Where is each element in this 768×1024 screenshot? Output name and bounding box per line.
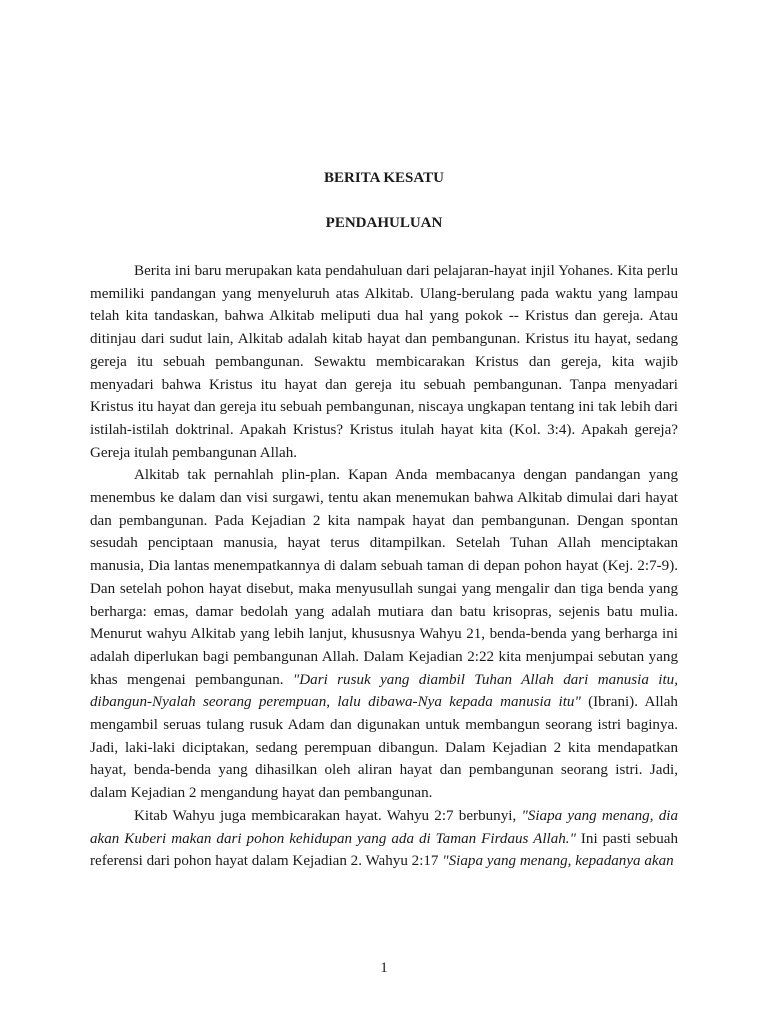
section-title: PENDAHULUAN: [325, 215, 443, 231]
document-page: [90, 0, 678, 1024]
scripture-quote: "Dari rusuk yang diambil Tuhan Allah dari manusia itu, dibangun-Nyalah seorang perempuan, lalu dibawa-Nya kepada manusia itu": [90, 671, 678, 711]
paragraph-text: Alkitab tak pernahlah plin-plan. Kapan Anda membacanya dengan pandangan yang menembus ke dalam dan visi surgawi, tentu akan menemukan bahwa Alkitab dimulai dari hayat dan pembangunan. Pada Kejadian 2 kita nampak hayat dan pembangunan. Dengan spontan sesudah penciptaan manusia, hayat terus ditampilkan. Setelah Tuhan Allah menciptakan manusia, Dia lantas menempatkannya di dalam sebuah taman di depan pohon hayat (Kej. 2:7-9). Dan setelah pohon hayat disebut, maka menyusullah sungai yang mengalir dan tiga benda yang berharga: emas, damar bedolah yang adalah mutiara dan batu krisopras, sejenis batu mulia. Menurut wahyu Alkitab yang lebih lanjut, khususnya Wahyu 21, benda-benda yang berharga ini adalah diperlukan bagi pembangunan Allah. Dalam Kejadian 2:22 kita menjumpai sebutan yang khas mengenai pembangunan.: [90, 467, 678, 688]
chapter-title: BERITA KESATU: [324, 170, 444, 186]
paragraph-text: (Ibrani). Allah mengambil seruas tulang rusuk Adam dan digunakan untuk membangun seorang istri baginya. Jadi, laki-laki diciptakan, sedang perempuan dibangun. Dalam Kejadian 2 kita mendapatkan hayat, benda-benda yang dihasilkan oleh aliran hayat dan pembangunan seorang istri. Jadi, dalam Kejadian 2 mengandung hayat dan pembangunan.: [90, 694, 678, 802]
body-text: [90, 260, 678, 873]
scripture-quote: "Siapa yang menang, dia akan Kuberi makan dari pohon kehidupan yang ada di Taman Firdaus Allah.": [90, 807, 678, 847]
paragraph-text: Kitab Wahyu juga membicarakan hayat. Wahyu 2:7 berbunyi,: [134, 807, 522, 824]
paragraph-3: [90, 805, 678, 873]
paragraph-2: [90, 464, 678, 805]
scripture-quote: "Siapa yang menang, kepadanya akan: [442, 853, 674, 870]
paragraph-1: [90, 260, 678, 464]
paragraph-text: Ini pasti sebuah referensi dari pohon hayat dalam Kejadian 2. Wahyu 2:17: [90, 830, 678, 870]
paragraph-text: Berita ini baru merupakan kata pendahuluan dari pelajaran-hayat injil Yohanes. Kita perlu memiliki pandangan yang menyeluruh atas Alkitab. Ulang-berulang pada waktu yang lampau telah kita tandaskan, bahwa Alkitab meliputi dua hal yang pokok -- Kristus dan gereja. Atau ditinjau dari sudut lain, Alkitab adalah kitab hayat dan pembangunan. Kristus itu hayat, sedang gereja itu sebuah pembangunan. Sewaktu membicarakan Kristus dan gereja, kita wajib menyadari bahwa Kristus itu hayat dan gereja itu sebuah pembangunan. Tanpa menyadari Kristus itu hayat dan gereja itu sebuah pembangunan, niscaya ungkapan tentang ini tak lebih dari istilah-istilah doktrinal. Apakah Kristus? Kristus itulah hayat kita (Kol. 3:4). Apakah gereja? Gereja itulah pembangunan Allah.: [90, 263, 678, 461]
page-number: 1: [380, 960, 388, 976]
